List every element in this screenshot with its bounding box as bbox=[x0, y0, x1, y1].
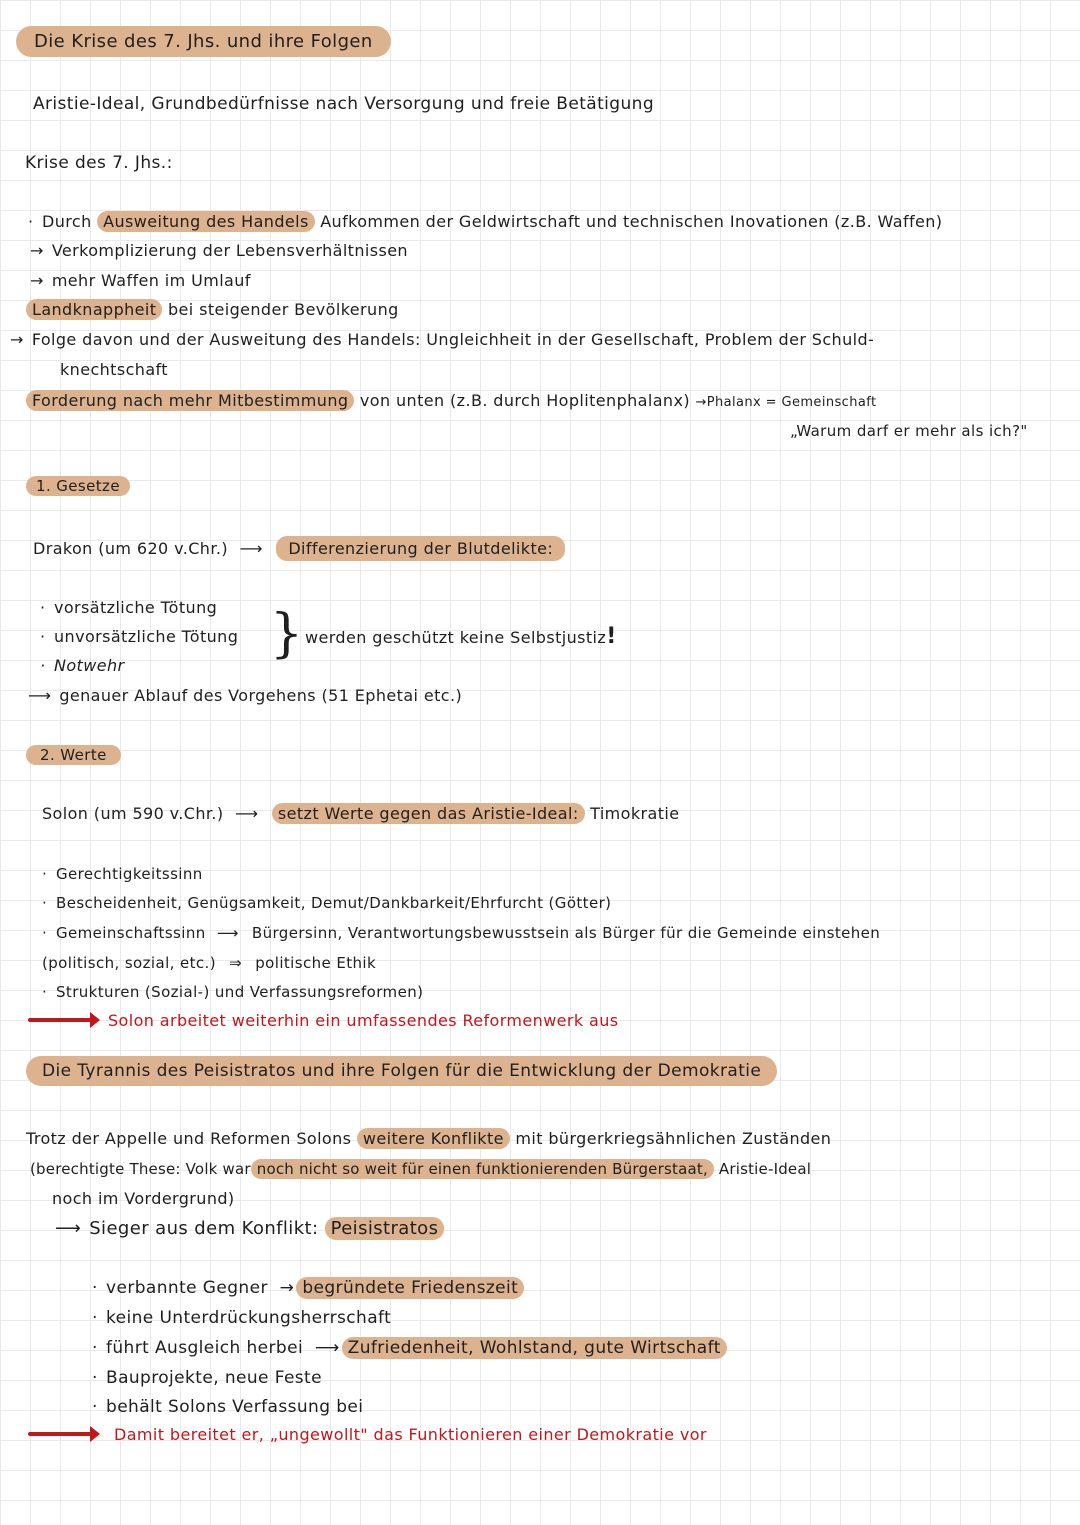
title-tyrannis-text: Die Tyrannis des Peisistratos und ihre Folgen für die Entwicklung der Demokratie bbox=[26, 1056, 777, 1086]
peis-item-5 bbox=[92, 1396, 363, 1418]
drakon-highlight: Differenzierung der Blutdelikte: bbox=[276, 536, 565, 561]
solon-red-line: Solon arbeitet weiterhin ein umfassendes Reformenwerk aus bbox=[108, 1011, 619, 1030]
ablauf-text: genauer Ablauf des Vorgehens (51 Ephetai etc.) bbox=[59, 686, 463, 705]
ablauf-line bbox=[28, 685, 462, 707]
sieger-text: Sieger aus dem Konflikt: bbox=[89, 1218, 319, 1239]
delikt-2-text: unvorsätzliche Tötung bbox=[54, 627, 239, 646]
these-part1: (berechtigte These: bbox=[30, 1160, 181, 1178]
bullet-dot: · bbox=[42, 894, 48, 912]
peis-3-text: führt Ausgleich herbei bbox=[106, 1338, 304, 1358]
peis-item-2 bbox=[92, 1307, 391, 1329]
wert-4-text: Strukturen (Sozial-) und Verfassungsreformen) bbox=[56, 983, 424, 1001]
forderung-line bbox=[26, 390, 876, 414]
wert-3-left: Gemeinschaftssinn bbox=[56, 924, 206, 942]
arrow-right-icon: → bbox=[30, 271, 44, 290]
these-part2: Volk war bbox=[185, 1160, 251, 1178]
peis-4-text: Bauprojekte, neue Feste bbox=[106, 1368, 322, 1388]
folge-line bbox=[10, 329, 874, 351]
brace-icon: } bbox=[270, 604, 304, 664]
peis-3-highlight: Zufriedenheit, Wohlstand, gute Wirtschaft bbox=[342, 1337, 727, 1359]
section-gesetze bbox=[26, 475, 130, 497]
drakon-left: Drakon (um 620 v.Chr.) bbox=[33, 539, 228, 558]
arrow-right-icon: ⟶ bbox=[216, 924, 239, 942]
bullet-dot: · bbox=[40, 656, 46, 675]
bullet-dot: · bbox=[92, 1338, 98, 1358]
double-arrow-icon: ⇒ bbox=[229, 954, 243, 972]
bullet-dot: · bbox=[40, 627, 46, 646]
these-cont: noch im Vordergrund) bbox=[52, 1189, 235, 1208]
arrow-right-icon: → bbox=[30, 241, 44, 260]
arrow-right-icon: → bbox=[279, 1278, 295, 1298]
solon-line bbox=[42, 803, 679, 825]
peis-1-highlight: begründete Friedenszeit bbox=[296, 1277, 524, 1299]
handel-prefix: Durch bbox=[42, 212, 92, 231]
wert-1 bbox=[42, 863, 203, 885]
bullet-dot: · bbox=[92, 1308, 98, 1328]
handel-highlight: Ausweitung des Handels bbox=[97, 211, 315, 232]
solon-rest: Timokratie bbox=[590, 804, 680, 823]
arrow-right-icon: ⟶ bbox=[239, 539, 263, 558]
delikt-1 bbox=[40, 597, 217, 619]
trotz-prefix: Trotz der Appelle und Reformen Solons bbox=[26, 1129, 352, 1148]
sub2-line bbox=[30, 270, 251, 292]
section-gesetze-label: 1. Gesetze bbox=[26, 476, 130, 496]
arrow-right-icon: → bbox=[10, 330, 24, 349]
delikt-3-text: Notwehr bbox=[54, 656, 125, 675]
arrow-right-icon: ⟶ bbox=[55, 1218, 82, 1239]
peis-item-4 bbox=[92, 1367, 322, 1389]
red-arrow-icon bbox=[28, 1018, 94, 1022]
land-line bbox=[26, 299, 399, 321]
peis-item-1 bbox=[92, 1277, 524, 1299]
phalanx-text: Phalanx = Gemeinschaft bbox=[706, 395, 877, 410]
arrow-right-icon: ⟶ bbox=[28, 686, 52, 705]
title-krise-text: Die Krise des 7. Jhs. und ihre Folgen bbox=[16, 26, 391, 57]
sieger-highlight: Peisistratos bbox=[325, 1217, 445, 1240]
warum-quote: „Warum darf er mehr als ich?" bbox=[790, 422, 1028, 440]
sub1-line bbox=[30, 240, 408, 262]
bullet-dot: · bbox=[42, 924, 48, 942]
handel-rest: Aufkommen der Geldwirtschaft und technischen Inovationen (z.B. Waffen) bbox=[320, 212, 943, 231]
sieger-line bbox=[55, 1218, 444, 1240]
delikt-3 bbox=[40, 655, 124, 677]
solon-highlight: setzt Werte gegen das Aristie-Ideal: bbox=[272, 803, 585, 824]
peis-item-3 bbox=[92, 1337, 727, 1359]
wert-3-cont-text: (politisch, sozial, etc.) bbox=[42, 954, 216, 972]
final-red-line: Damit bereitet er, „ungewollt" das Funktionieren einer Demokratie vor bbox=[114, 1425, 707, 1444]
title-tyrannis bbox=[26, 1060, 777, 1082]
bullet-dot: · bbox=[28, 212, 34, 231]
sub1-text: Verkomplizierung der Lebensverhältnissen bbox=[51, 241, 408, 260]
wert-4 bbox=[42, 981, 423, 1003]
delikt-2 bbox=[40, 626, 238, 648]
sub2-text: mehr Waffen im Umlauf bbox=[51, 271, 251, 290]
forderung-highlight: Forderung nach mehr Mitbestimmung bbox=[26, 390, 354, 411]
wert-3-ethik: politische Ethik bbox=[255, 954, 377, 972]
wert-3-right: Bürgersinn, Verantwortungsbewusstsein als Bürger für die Gemeinde einstehen bbox=[251, 924, 881, 942]
drakon-line bbox=[33, 538, 565, 560]
wert-3-cont bbox=[42, 952, 376, 974]
wert-3 bbox=[42, 922, 880, 944]
geschuetzt-line bbox=[305, 626, 617, 649]
bullet-dot: · bbox=[92, 1368, 98, 1388]
section-werte-label: 2. Werte bbox=[26, 745, 121, 765]
title-krise bbox=[16, 31, 391, 53]
folge-text: Folge davon und der Ausweitung des Handels: Ungleichheit in der Gesellschaft, Problem der Schuld- bbox=[31, 330, 875, 349]
bullet-dot: · bbox=[40, 598, 46, 617]
handel-line bbox=[28, 211, 942, 233]
arrow-right-icon: ⟶ bbox=[314, 1338, 340, 1358]
land-highlight: Landknappheit bbox=[26, 299, 162, 320]
delikt-1-text: vorsätzliche Tötung bbox=[54, 598, 218, 617]
arrow-right-icon: → bbox=[695, 395, 707, 410]
these-line bbox=[30, 1158, 811, 1180]
solon-left: Solon (um 590 v.Chr.) bbox=[42, 804, 224, 823]
bullet-dot: · bbox=[92, 1278, 98, 1298]
section-werte bbox=[26, 744, 121, 766]
aristie-line: Aristie-Ideal, Grundbedürfnisse nach Versorgung und freie Betätigung bbox=[33, 94, 655, 114]
peis-2-text: keine Unterdrückungsherrschaft bbox=[106, 1308, 392, 1328]
trotz-line bbox=[26, 1128, 831, 1150]
bullet-dot: · bbox=[42, 983, 48, 1001]
peis-1-text: verbannte Gegner bbox=[106, 1278, 268, 1298]
forderung-rest: von unten (z.B. durch Hoplitenphalanx) bbox=[359, 391, 690, 410]
arrow-right-icon: ⟶ bbox=[235, 804, 259, 823]
geschuetzt-text: werden geschützt keine Selbstjustiz bbox=[305, 628, 607, 647]
krise-label: Krise des 7. Jhs.: bbox=[25, 153, 173, 173]
bullet-dot: · bbox=[92, 1397, 98, 1417]
folge-cont: knechtschaft bbox=[60, 360, 168, 379]
bullet-dot: · bbox=[42, 865, 48, 883]
wert-2-text: Bescheidenheit, Genügsamkeit, Demut/Dankbarkeit/Ehrfurcht (Götter) bbox=[56, 894, 612, 912]
red-arrow-icon bbox=[28, 1432, 94, 1436]
these-rest: Aristie-Ideal bbox=[718, 1160, 812, 1178]
peis-5-text: behält Solons Verfassung bei bbox=[106, 1397, 364, 1417]
land-rest: bei steigender Bevölkerung bbox=[167, 300, 399, 319]
trotz-rest: mit bürgerkriegsähnlichen Zuständen bbox=[515, 1129, 832, 1148]
these-highlight: noch nicht so weit für einen funktionierenden Bürgerstaat, bbox=[251, 1159, 714, 1179]
exclamation-icon: ! bbox=[606, 624, 617, 649]
trotz-highlight: weitere Konflikte bbox=[357, 1128, 510, 1149]
wert-1-text: Gerechtigkeitssinn bbox=[56, 865, 203, 883]
wert-2 bbox=[42, 892, 611, 914]
